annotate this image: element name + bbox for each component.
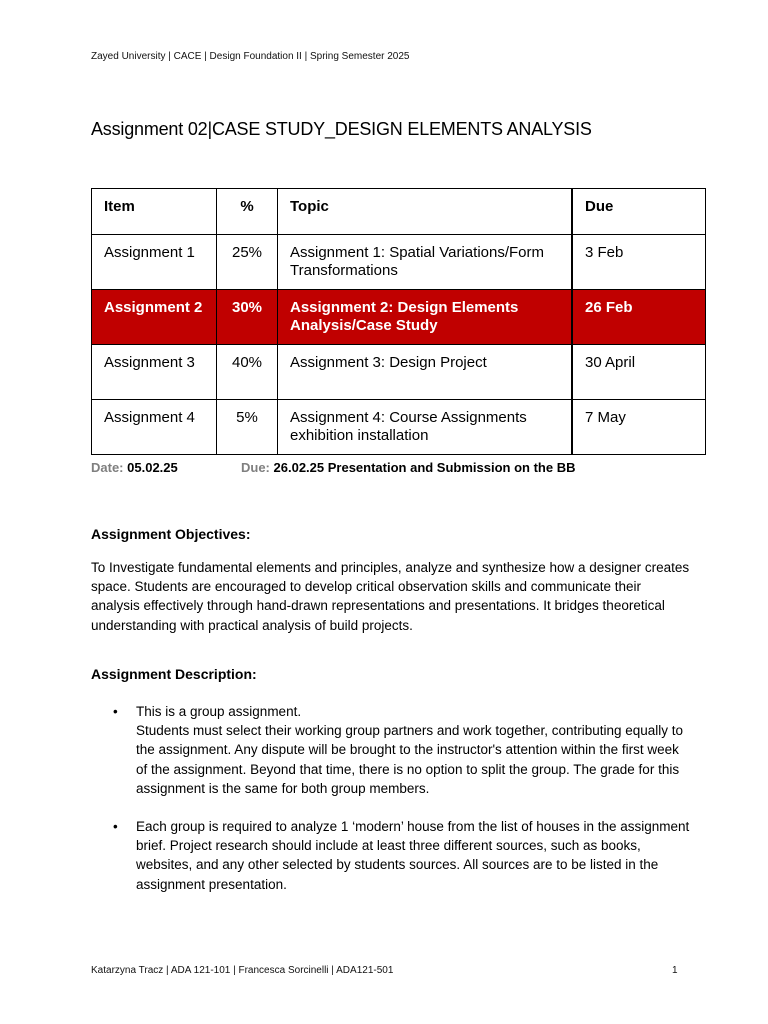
cell-due: 3 Feb [572, 235, 706, 290]
document-title: Assignment 02|CASE STUDY_DESIGN ELEMENTS ANALYSIS [91, 119, 592, 139]
objectives-text: To Investigate fundamental elements and principles, analyze and synthesize how a designer creates space. Students are encouraged to develop critical observation skills and communicate their analysis effectively through hand-drawn representations and presentations. It bridges theoretical understanding with practical analysis of build projects. [91, 560, 690, 633]
due-label: Due: [241, 460, 270, 475]
table-row-highlighted [92, 290, 706, 345]
page-header: Zayed University | CACE | Design Foundation II | Spring Semester 2025 [91, 51, 410, 62]
column-header-topic: Topic [278, 189, 573, 235]
cell-percent: 25% [217, 235, 278, 290]
cell-item: Assignment 2 [92, 290, 217, 345]
cell-due: 7 May [572, 400, 706, 455]
cell-percent: 5% [217, 400, 278, 455]
cell-topic: Assignment 1: Spatial Variations/Form Transformations [278, 235, 573, 290]
description-list [91, 702, 691, 913]
column-header-item: Item [92, 189, 217, 235]
list-item [91, 702, 691, 798]
description-heading: Assignment Description: [91, 666, 257, 682]
cell-percent: 40% [217, 345, 278, 400]
table-header-row [92, 189, 706, 235]
bullet-body: Each group is required to analyze 1 ‘modern’ house from the list of houses in the assignment brief. Project research should include at least three different sources, such as books, websites, and any other selected by students sources. All sources are to be listed in the assignment presentation. [136, 819, 690, 892]
date-label: Date: [91, 460, 124, 475]
objectives-heading: Assignment Objectives: [91, 526, 251, 542]
cell-item: Assignment 3 [92, 345, 217, 400]
cell-topic: Assignment 3: Design Project [278, 345, 573, 400]
due-value: 26.02.25 Presentation and Submission on the BB [273, 460, 576, 475]
assignment-schedule-table [91, 188, 706, 455]
bullet-icon: • [113, 704, 118, 719]
cell-due: 30 April [572, 345, 706, 400]
cell-topic: Assignment 2: Design Elements Analysis/Case Study [278, 290, 573, 345]
cell-item: Assignment 1 [92, 235, 217, 290]
bullet-body: Students must select their working group partners and work together, contributing equally to the assignment. Any dispute will be brought to the instructor's attention within the first week of the assignment. Beyond that time, there is no option to split the group. The grade for this assignment is the same for both group members. [136, 723, 684, 796]
cell-topic: Assignment 4: Course Assignments exhibition installation [278, 400, 573, 455]
bullet-icon: • [113, 819, 118, 835]
column-header-percent: % [217, 189, 278, 235]
assignment-date [91, 460, 178, 475]
cell-item: Assignment 4 [92, 400, 217, 455]
page-footer: Katarzyna Tracz | ADA 121-101 | Francesca Sorcinelli | ADA121-501 [91, 965, 394, 976]
assignment-due [241, 460, 575, 475]
page-number: 1 [672, 965, 678, 976]
table-row [92, 345, 706, 400]
date-value: 05.02.25 [127, 460, 178, 475]
table-row [92, 400, 706, 455]
bullet-first-line: This is a group assignment. [136, 704, 302, 719]
column-header-due: Due [572, 189, 706, 235]
cell-due: 26 Feb [572, 290, 706, 345]
list-item [91, 817, 691, 894]
table-row [92, 235, 706, 290]
cell-percent: 30% [217, 290, 278, 345]
